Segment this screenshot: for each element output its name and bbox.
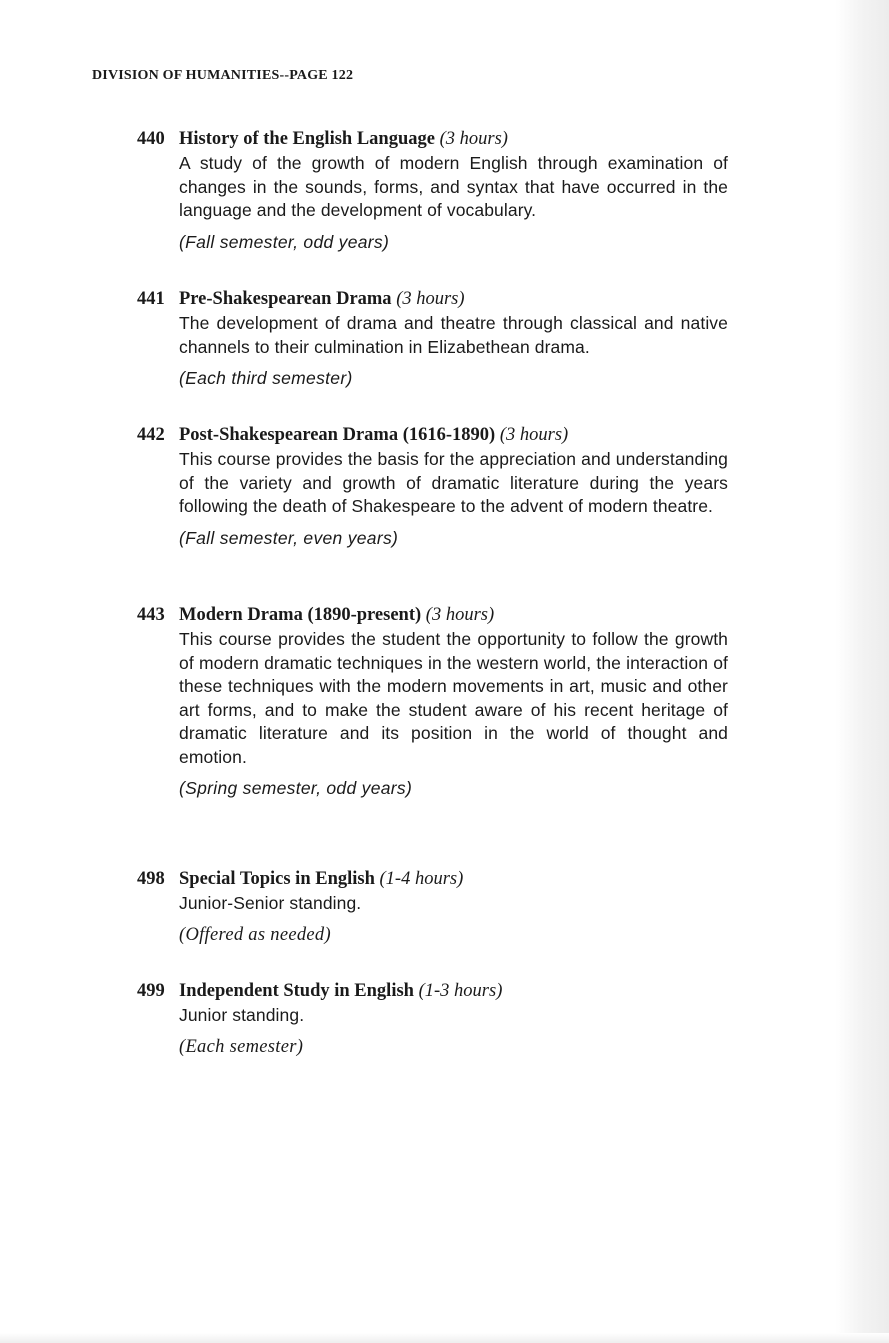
course-title: Pre-Shakespearean Drama <box>179 289 392 309</box>
course-entry-440 <box>137 127 737 254</box>
course-description: The development of drama and theatre through classical and native channels to their culmination in Elizabethean drama. <box>179 313 728 357</box>
course-description: Junior standing. <box>179 1005 305 1025</box>
course-entry-498 <box>137 867 737 947</box>
course-title: Post-Shakespearean Drama (1616-1890) <box>179 425 496 445</box>
course-number: 442 <box>137 425 165 445</box>
page-bottom-edge <box>0 1333 889 1343</box>
course-hours: (1-3 hours) <box>418 981 503 1001</box>
course-heading <box>137 603 737 627</box>
course-hours: (3 hours) <box>499 425 569 445</box>
course-schedule: (Each semester) <box>179 1036 304 1057</box>
course-entry-442 <box>137 423 737 550</box>
course-title: Modern Drama (1890-present) <box>179 605 422 625</box>
course-hours: (1-4 hours) <box>379 869 464 889</box>
course-number: 499 <box>137 981 165 1001</box>
course-entry-441 <box>137 287 737 390</box>
course-description: Junior-Senior standing. <box>179 893 362 913</box>
course-number: 441 <box>137 289 165 309</box>
course-entry-443 <box>137 603 737 800</box>
course-description: This course provides the student the opportunity to follow the growth of modern dramatic techniques in the western world, the interaction of these techniques with the modern movements in art, music and other art forms, and to make the student aware of his recent heritage of dramatic literature and its position in the world of thought and emotion. <box>179 629 728 767</box>
course-number: 498 <box>137 869 165 889</box>
course-heading <box>137 979 737 1003</box>
course-heading <box>137 423 737 447</box>
running-head: DIVISION OF HUMANITIES--PAGE 122 <box>92 68 354 83</box>
course-schedule: (Each third semester) <box>179 368 353 388</box>
course-hours: (3 hours) <box>396 289 465 309</box>
course-schedule: (Fall semester, even years) <box>179 527 399 548</box>
course-schedule: (Offered as needed) <box>179 924 331 945</box>
course-schedule: (Fall semester, odd years) <box>179 231 390 252</box>
course-description: A study of the growth of modern English through examination of changes in the sounds, forms, and syntax that have occurred in the language and the development of vocabulary. <box>179 153 728 220</box>
course-entry-499 <box>137 979 737 1059</box>
course-title: Special Topics in English <box>179 869 375 889</box>
course-schedule: (Spring semester, odd years) <box>179 778 413 798</box>
course-heading <box>137 127 737 151</box>
course-hours: (3 hours) <box>425 605 495 625</box>
course-title: History of the English Language <box>179 129 435 149</box>
course-heading <box>137 867 737 891</box>
course-description: This course provides the basis for the appreciation and understanding of the variety and growth of dramatic literature during the years following the death of Shakespeare to the advent of modern theatre. <box>179 449 728 516</box>
course-hours: (3 hours) <box>439 129 508 149</box>
course-title: Independent Study in English <box>179 981 414 1001</box>
course-number: 440 <box>137 129 165 149</box>
course-heading <box>137 287 737 311</box>
course-number: 443 <box>137 605 165 625</box>
